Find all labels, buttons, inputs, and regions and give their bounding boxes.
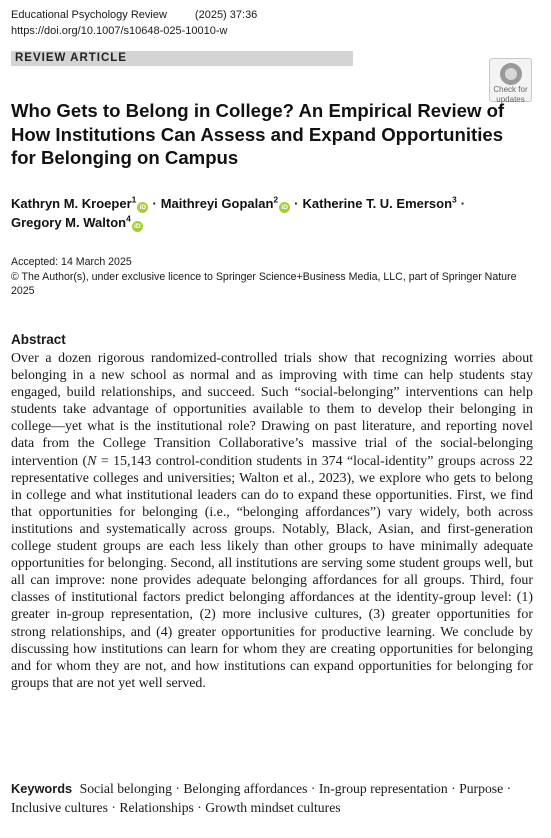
keyword-item: Growth mindset cultures: [205, 800, 341, 815]
journal-name: Educational Psychology Review: [11, 9, 167, 21]
author-separator: ·: [460, 196, 466, 211]
crossmark-icon: [500, 63, 522, 85]
author-name[interactable]: Katherine T. U. Emerson: [302, 196, 453, 211]
keyword-item: In-group representation: [318, 781, 448, 796]
crossmark-label-line2: updates: [496, 94, 525, 104]
author-affiliation: 1: [131, 194, 137, 205]
author-separator: ·: [294, 196, 299, 211]
author-affiliation: 2: [273, 194, 279, 205]
keyword-item: Inclusive cultures: [11, 800, 108, 815]
keyword-item: Social belonging: [79, 781, 172, 796]
publication-dates: [11, 255, 536, 299]
orcid-icon[interactable]: iD: [137, 202, 148, 213]
author-name[interactable]: Kathryn M. Kroeper: [11, 196, 132, 211]
abstract-text: [11, 350, 533, 692]
author-name[interactable]: Maithreyi Gopalan: [160, 196, 274, 211]
author-name[interactable]: Gregory M. Walton: [11, 215, 127, 230]
abstract-heading: Abstract: [11, 332, 66, 347]
sample-size-symbol: N: [87, 453, 97, 469]
keyword-item: Relationships: [119, 800, 194, 815]
abstract-text-part2: = 15,143 control-condition students in 374 “local-identity” groups across 22 representative colleges and universities; Walton et al., 2023), we explore who gets to belong in college and what institutional leaders can do to expand these opportunities. First, we find that opportunities for belonging (i.e., “belonging affordances”) vary widely, both across institutions and systematically across groups. Notably, Black, Asian, and first-generation college student groups are each less likely than other groups to have minimally adequate opportunities for belonging. Second, all institutions are serving some student groups well, but all can improve: none provides adequate belonging affordances for all groups. Third, four classes of institutional factors predict belonging affordances at the identity-group level: (1) greater in-group representation, (2) more inclusive cultures, (3) greater opportunities for strong relationships, and (4) greater opportunities for productive learning. We conclude by discussing how institutions can learn for whom they are creating opportunities for belonging and for whom they are not, and how institutions can expand opportunities for belonging for groups that are not yet well served.: [11, 453, 534, 691]
accepted-date: Accepted: 14 March 2025: [11, 256, 132, 268]
author-affiliation: 3: [452, 194, 457, 205]
copyright-notice: © The Author(s), under exclusive licence to Springer Science+Business Media, LLC, part of Springer Nature 2025: [11, 270, 517, 297]
orcid-icon[interactable]: iD: [279, 202, 290, 213]
author-affiliation: 4: [126, 213, 131, 224]
keywords-section: Keywords Social belonging · Belonging affordances · In-group representation · Purpose · Inclusive cultures · Relationships · Growth mindset cultures: [11, 781, 512, 815]
journal-volume: (2025) 37:36: [194, 9, 258, 21]
journal-citation: [11, 9, 257, 21]
author-separator: ·: [152, 196, 157, 211]
orcid-icon[interactable]: iD: [132, 221, 143, 232]
keyword-item: Belonging affordances: [183, 781, 308, 796]
abstract-text-part1: Over a dozen rigorous randomized-controlled trials show that recognizing worries about belonging in a new school as normal and as improving with time can help students stay engaged, build relationships, and succeed. Such “social-belonging” interventions can help students take advantage of opportunities available to them to develop their belonging in college—yet what is the institutional role? Drawing on past literature, and reporting novel data from the College Transition Collaborative’s massive trial of the social-belonging intervention (: [11, 351, 533, 469]
keywords-label: Keywords: [11, 781, 73, 796]
article-type-label: REVIEW ARTICLE: [11, 51, 353, 66]
author-list: [11, 194, 531, 232]
keyword-item: Purpose: [459, 781, 504, 796]
check-for-updates-button[interactable]: [489, 58, 532, 102]
doi-link[interactable]: https://doi.org/10.1007/s10648-025-10010-w: [11, 25, 228, 37]
crossmark-label-line1: Check for: [493, 85, 528, 94]
article-title: Who Gets to Belong in College? An Empirical Review of How Institutions Can Assess and Expand Opportunities for Belonging on Campus: [11, 100, 505, 168]
